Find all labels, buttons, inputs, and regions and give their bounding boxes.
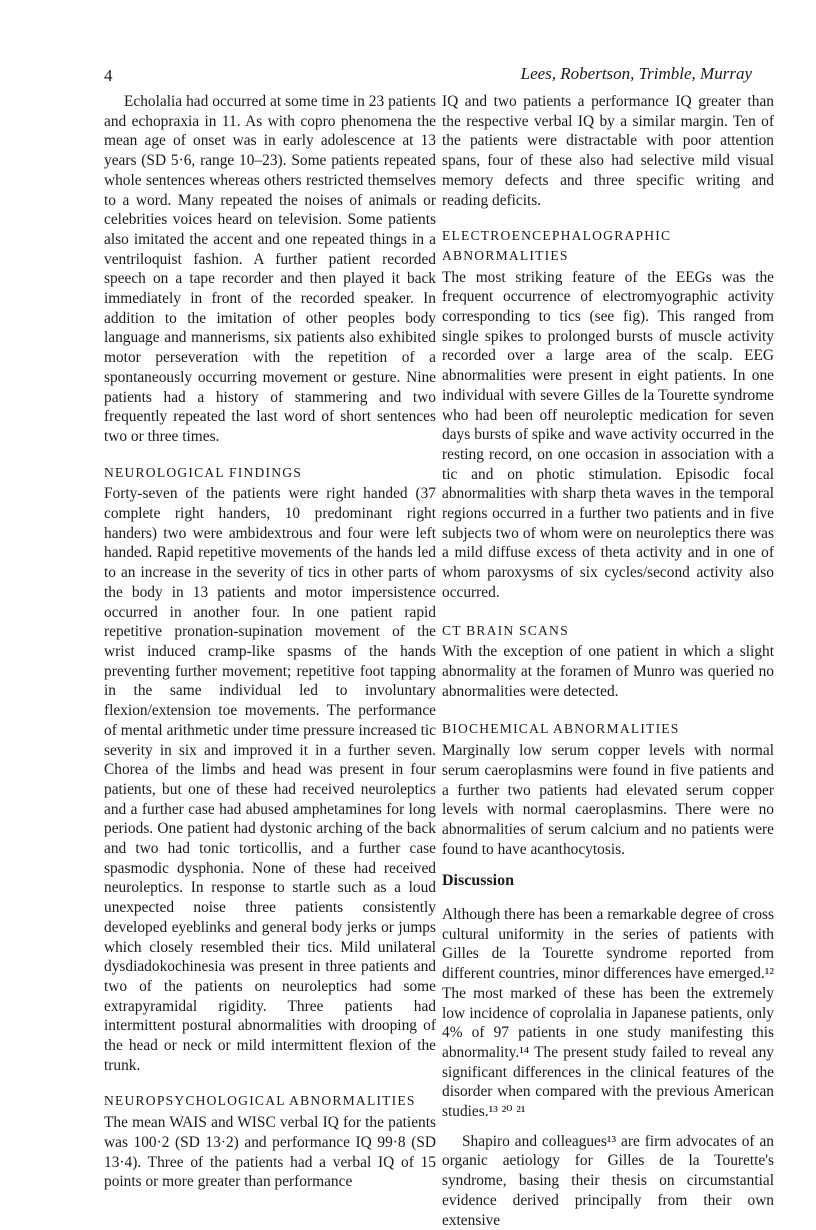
paragraph-ct: With the exception of one patient in which a slight abnormality at the foramen of Munro was queried no abnormalities were detected. bbox=[442, 643, 774, 700]
heading-neuropsychological: NEUROPSYCHOLOGICAL ABNORMALITIES bbox=[104, 1093, 416, 1109]
heading-neurological-findings: NEUROLOGICAL FINDINGS bbox=[104, 464, 303, 480]
page-number: 4 bbox=[104, 66, 113, 85]
heading-ct-brain-scans: CT BRAIN SCANS bbox=[442, 622, 569, 638]
left-column bbox=[104, 92, 436, 1192]
paragraph-neuropsychological: The mean WAIS and WISC verbal IQ for the patients was 100·2 (SD 13·2) and performance IQ 99·8 (SD 13·4). Three of the patients had a verbal IQ of 15 points or more greater than performance bbox=[104, 1114, 436, 1191]
paragraph-discussion-2: Shapiro and colleagues¹³ are firm advocates of an organic aetiology for Gilles de la Tourette's syndrome, basing their thesis on circumstantial evidence derived principally from their own extensive bbox=[442, 1132, 774, 1229]
right-column bbox=[442, 92, 774, 1230]
heading-discussion: Discussion bbox=[442, 872, 515, 890]
paragraph-neurological: Forty-seven of the patients were right handed (37 complete right handers, 10 predominant right handers) two were ambidextrous and four were left handed. Rapid repetitive movements of the hands led to an increase in the severity of tics in other parts of the body in 13 patients and motor impersistence occurred in another four. In one patient rapid repetitive pronation-supination movement of the wrist induced cramp-like spasms of the hands preventing further movement; repetitive foot tapping in the same individual led to involuntary flexion/extension toe movements. The performance of mental arithmetic under time pressure increased tic severity in six and improved it in a further seven. Chorea of the limbs and head was present in four patients, but one of these had received neuroleptics and a further case had abused amphetamines for long periods. One patient had dystonic arching of the back and two had tonic torticollis, and a further case spasmodic dysphonia. None of these had received neuroleptics. In response to startle such as a loud unexpected noise three patients consistently developed eyeblinks and general body jerks or jumps which closely resembled their tics. Mild unilateral dysdiadokochinesia was present in three patients and two of the patients on neuroleptics had some extrapyramidal rigidity. Three patients had intermittent postural abnormalities with drooping of the head or neck or mild intermittent flexion of the trunk. bbox=[104, 485, 436, 1074]
paragraph-discussion-1: Although there has been a remarkable degree of cross cultural uniformity in the series of patients with Gilles de la Tourette syndrome reported from different countries, minor differences have emerged.¹² The most marked of these has been the extremely low incidence of coprolalia in Japanese patients, only 4% of 97 patients in one study manifesting this abnormality.¹⁴ The present study failed to reveal any significant differences in the clinical features of the disorder when compared with the previous American studies.¹³ ²⁰ ²¹ bbox=[442, 906, 774, 1121]
heading-eeg: ELECTROENCEPHALOGRAPHIC ABNORMALITIES bbox=[442, 228, 672, 263]
paragraph-eeg: The most striking feature of the EEGs was the frequent occurrence of electromyographic activity corresponding to tics (see fig). This ranged from single spikes to prolonged bursts of muscle activity recorded over a large area of the scalp. EEG abnormalities were present in eight patients. In one individual with severe Gilles de la Tourette syndrome who had been off neuroleptic medication for seven days bursts of spike and wave activity occurred in the resting record, on one occasion in association with a tic and on photic stimulation. Episodic focal abnormalities with sharp theta waves in the temporal regions occurred in a further two patients and in five subjects two of whom were on neuroleptics there was a mild diffuse excess of theta activity and in one of whom paroxysms of six cycles/second activity also occurred. bbox=[442, 268, 774, 601]
heading-biochemical: BIOCHEMICAL ABNORMALITIES bbox=[442, 721, 680, 737]
paragraph-biochemical: Marginally low serum copper levels with normal serum caeroplasmins were found in five patients and a further two patients had elevated serum copper levels with normal caeroplasmins. There were no abnormalities of serum calcium and no patients were found to have acanthocytosis. bbox=[442, 742, 774, 858]
paragraph-iq-continued: IQ and two patients a performance IQ greater than the respective verbal IQ by a similar margin. Ten of the patients were distractable with poor attention spans, four of these also had selective mild visual memory defects and three specific writing and reading deficits. bbox=[442, 93, 774, 209]
running-head: Lees, Robertson, Trimble, Murray bbox=[520, 64, 752, 83]
paragraph-echolalia: Echolalia had occurred at some time in 23 patients and echopraxia in 11. As with copro phenomena the mean age of onset was in early adolescence at 13 years (SD 5·6, range 10–23). Some patients repeated whole sentences whereas others restricted themselves to a word. Many repeated the noises of animals or celebrities voices heard on television. Some patients also imitated the accent and one repeated things in a ventriloquist fashion. A further patient recorded speech on a tape recorder and then played it back immediately in front of the recorded speaker. In addition to the imitation of other peoples body language and mannerisms, six patients also exhibited motor perseveration with the repetition of a spontaneously occurring movement or gesture. Nine patients had a history of stammering and two frequently repeated the last word of short sentences two or three times. bbox=[104, 93, 436, 445]
